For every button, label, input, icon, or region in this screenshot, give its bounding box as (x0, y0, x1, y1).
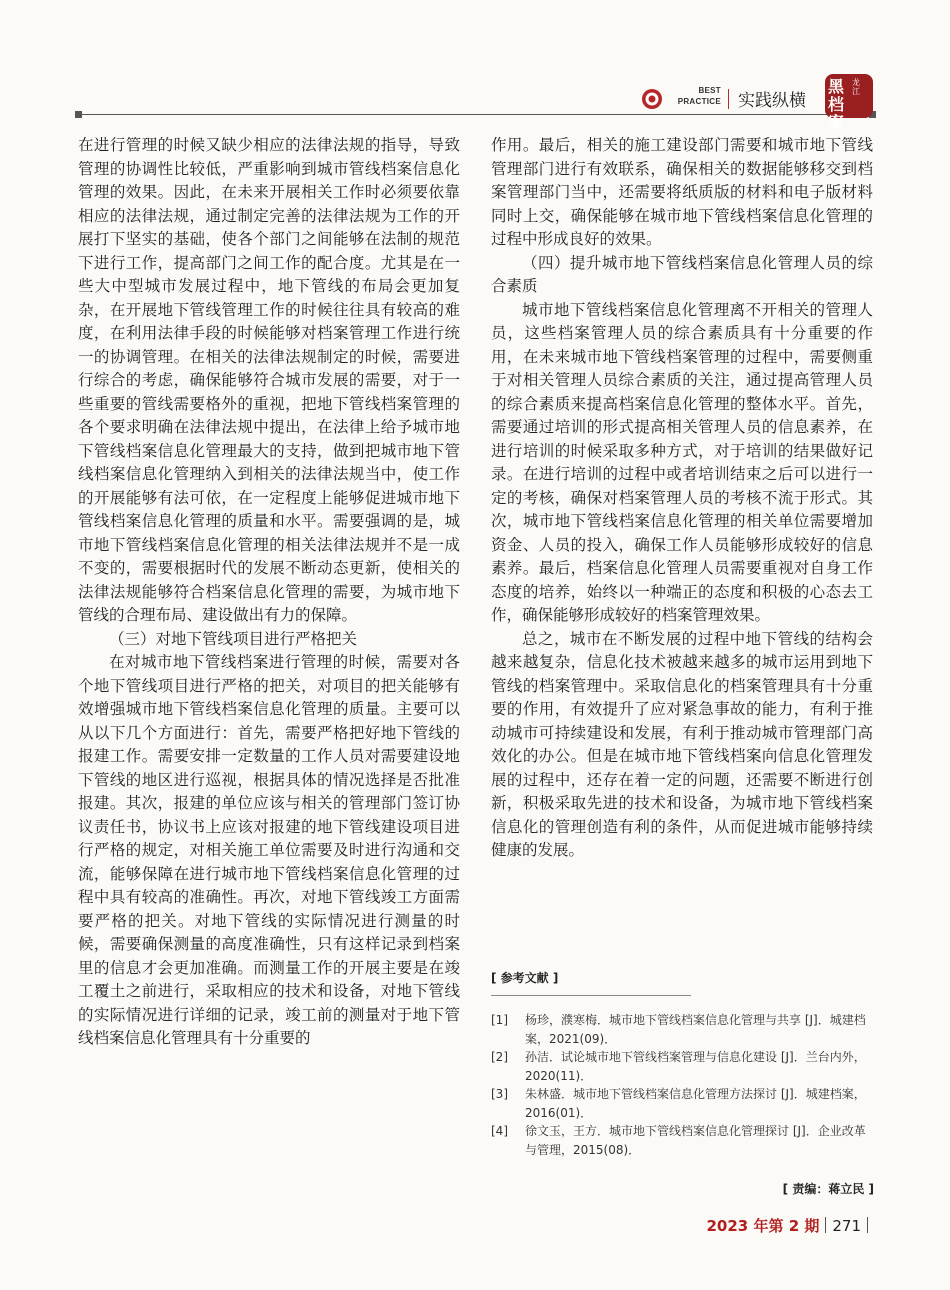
references-list (491, 1011, 876, 1159)
reference-number: [2] (491, 1050, 508, 1064)
header-rule-marker (75, 111, 82, 118)
logo-sub-text: 龙江 (852, 78, 860, 96)
best-label: BEST (698, 86, 721, 95)
page-footer (707, 1215, 875, 1236)
references-rule (491, 995, 691, 996)
page-number: 271 (832, 1217, 861, 1235)
reference-number: [4] (491, 1124, 508, 1138)
header-separator (728, 89, 729, 109)
reference-item (491, 1011, 876, 1048)
emblem-icon (641, 88, 663, 110)
references-heading: [ 参考文献 ] (491, 971, 559, 985)
paragraph: 在对城市地下管线档案进行管理的时候，需要对各个地下管线项目进行严格的把关，对项目的把关能够有效增强城市地下管线档案信息化管理的质量。主要可以从以下几个方面进行：首先，需要严格把好地下管线的报建工作。需要安排一定数量的工作人员对需要建设地下管线的地区进行巡视，根据具体的情况选择是否批准报建。其次，报建的单位应该与相关的管理部门签订协议责任书，协议书上应该对报建的地下管线建设项目进行严格的规定，对相关施工单位需要及时进行沟通和交流，能够保障在进行城市地下管线档案信息化管理的过程中具有较高的准确性。再次，对地下管线竣工方面需要严格的把关。对地下管线的实际情况进行测量的时候，需要确保测量的高度准确性，只有这样记录到档案里的信息才会更加准确。而测量工作的开展主要是在竣工覆土之前进行，采取相应的技术和设备，对地下管线的实际情况进行详细的记录，竣工前的测量对于地下管线档案信息化管理具有十分重要的 (78, 653, 460, 1047)
footer-separator (867, 1217, 868, 1233)
left-column (78, 134, 460, 1051)
subheading: （三）对地下管线项目进行严格把关 (109, 629, 358, 648)
footer-separator (825, 1217, 826, 1233)
reference-text: 杨珍，濮寒梅．城市地下管线档案信息化管理与共享 [J]．城建档案，2021(09)． (525, 1013, 866, 1046)
paragraph: 总之，城市在不断发展的过程中地下管线的结构会越来越复杂，信息化技术被越来越多的城市运用到地下管线的档案管理中。采取信息化的档案管理具有十分重要的作用，有效提升了应对紧急事故的能力，有利于推动城市可持续建设和发展，有利于推动城市管理部门高效化的办公。但是在城市地下管线档案向信息化管理发展的过程中，还存在着一定的问题，还需要不断进行创新，积极采取先进的技术和设备，为城市地下管线档案信息化的管理创造有利的条件，从而促进城市能够持续健康的发展。 (491, 629, 873, 859)
practice-label: PRACTICE (677, 97, 721, 106)
reference-text: 徐文玉，王方．城市地下管线档案信息化管理探讨 [J]．企业改革与管理，2015(08)． (525, 1124, 866, 1157)
journal-logo (825, 74, 873, 132)
editor-credit: [ 责编：蒋立民 ] (782, 1182, 874, 1196)
reference-text: 孙洁．试论城市地下管线档案管理与信息化建设 [J]．兰台内外，2020(11)． (525, 1050, 866, 1083)
reference-item (491, 1122, 876, 1159)
best-practice-label (669, 85, 721, 107)
paragraph: 作用。最后，相关的施工建设部门需要和城市地下管线管理部门进行有效联系，确保相关的数据能够移交到档案管理部门当中，还需要将纸质版的材料和电子版材料同时上交，确保能够在城市地下管线档案信息化管理的过程中形成良好的效果。 (491, 136, 873, 248)
reference-item (491, 1048, 876, 1085)
section-title: 实践纵横 (738, 91, 806, 111)
paragraph: 城市地下管线档案信息化管理离不开相关的管理人员，这些档案管理人员的综合素质具有十分重要的作用，在未来城市地下管线档案管理的过程中，需要侧重于对相关管理人员综合素质的关注，通过提高管理人员的综合素质来提高档案信息化管理的整体水平。首先，需要通过培训的形式提高相关管理人员的信息素养，在进行培训的时候采取多种方式，对于培训的结果做好记录。在进行培训的过程中或者培训结束之后可以进行一定的考核，确保对档案管理人员的考核不流于形式。其次，城市地下管线档案信息化管理的相关单位需要增加资金、人员的投入，确保工作人员能够形成较好的信息素养。最后，档案信息化管理人员需要重视对自身工作态度的培养，始终以一种端正的态度和积极的心态去工作，确保能够形成较好的档案管理效果。 (491, 300, 873, 624)
header-rule (78, 114, 873, 115)
reference-text: 朱林盛．城市地下管线档案信息化管理方法探讨 [J]．城建档案，2016(01)． (525, 1087, 866, 1120)
logo-main-text: 黑档案 (828, 77, 845, 132)
reference-item (491, 1085, 876, 1122)
reference-number: [3] (491, 1087, 508, 1101)
right-column (491, 134, 873, 863)
issue-label: 2023 年第 2 期 (706, 1217, 820, 1235)
subheading: （四）提升城市地下管线档案信息化管理人员的综合素质 (491, 253, 873, 295)
paragraph: 在进行管理的时候又缺少相应的法律法规的指导，导致管理的协调性比较低，严重影响到城市管线档案信息化管理的效果。因此，在未来开展相关工作时必须要依靠相应的法律法规，通过制定完善的法律法规为工作的开展打下坚实的基础，使各个部门之间能够在法制的规范下进行工作，提高部门之间工作的配合度。尤其是在一些大中型城市发展过程中，地下管线的布局会更加复杂，在开展地下管线管理工作的时候往往具有较高的难度，在利用法律手段的时候能够对档案管理工作进行统一的协调管理。在相关的法律法规制定的时候，需要进行综合的考虑，确保能够符合城市发展的需要，对于一些重要的管线需要格外的重视，把地下管线档案管理的各个要求明确在法律法规中提出，在法律上给予城市地下管线档案信息化管理最大的支持，做到把城市地下管线档案信息化管理纳入到相关的法律法规当中，使工作的开展能够有法可依，在一定程度上能够促进城市地下管线档案信息化管理的质量和水平。需要强调的是，城市地下管线档案信息化管理的相关法律法规并不是一成不变的，需要根据时代的发展不断动态更新，使相关的法律法规能够符合档案信息化管理的需要，为城市地下管线的合理布局、建设做出有力的保障。 (78, 136, 460, 624)
reference-number: [1] (491, 1013, 508, 1027)
